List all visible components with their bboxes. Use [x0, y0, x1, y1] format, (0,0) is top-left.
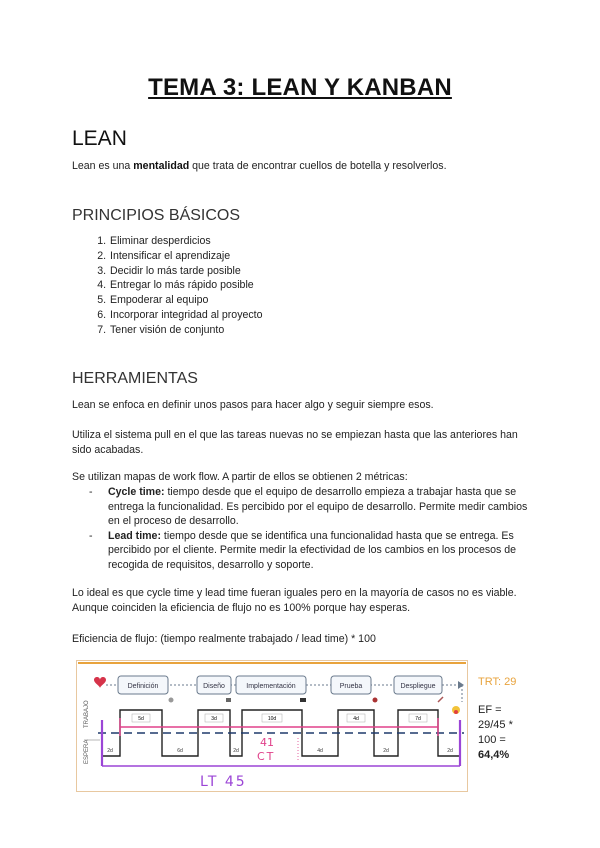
- ef-line: 29/45 *: [478, 719, 513, 731]
- laptop-icon: [300, 698, 306, 702]
- ef-result: 64,4%: [478, 749, 510, 761]
- work-label: [132, 714, 150, 722]
- list-item: 3. Decidir lo más tarde posible: [109, 264, 263, 279]
- svg-text:4d: 4d: [353, 716, 359, 722]
- list-item: 1. Eliminar desperdicios: [109, 234, 263, 249]
- stage-box: [394, 676, 442, 694]
- work-label: [205, 714, 223, 722]
- tool-icon: [226, 698, 231, 702]
- list-item: 2. Intensificar el aprendizaje: [109, 249, 263, 264]
- row-label-espera: ESPERA: [84, 739, 90, 764]
- svg-text:3d: 3d: [211, 716, 217, 722]
- ef-line: 100 =: [478, 734, 506, 746]
- svg-text:7d: 7d: [415, 716, 421, 722]
- bug-icon: [373, 698, 378, 703]
- principles-list: [72, 234, 263, 338]
- stage-box: [236, 676, 306, 694]
- ef-note: [478, 703, 538, 763]
- herramientas-p2: Utiliza el sistema pull en el que las tareas nuevas no se empiezan hasta que las anteriores han sido acabadas.: [72, 429, 518, 456]
- wait-label: 2d: [233, 748, 239, 754]
- lt-label-annotation: LT 45: [200, 774, 247, 790]
- stage-label: Despliegue: [400, 683, 436, 690]
- ct-label-annotation: CT: [257, 750, 276, 763]
- section-heading-principios: PRINCIPIOS BÁSICOS: [72, 207, 241, 224]
- section-heading-lean: LEAN: [72, 127, 127, 150]
- list-item: 7. Tener visión de conjunto: [109, 323, 263, 338]
- herramientas-p1: Lean se enfoca en definir unos pasos para hacer algo y seguir siempre esos.: [72, 399, 434, 411]
- smiley-mouth-icon: [454, 710, 458, 714]
- ef-line: EF =: [478, 704, 502, 716]
- stage-box: [118, 676, 168, 694]
- stage-label: Definición: [127, 683, 159, 690]
- wait-label: 6d: [177, 748, 183, 754]
- stage-box: [197, 676, 231, 694]
- svg-text:10d: 10d: [267, 716, 277, 722]
- metric-lead-time: - Lead time: tiempo desde que se identifica una funcionalidad hasta que se entrega. Es percibido por el cliente. Permite medir la efectividad de los cambios en los procesos de recogida de requisitos, desarrollo y soporte.: [89, 529, 517, 571]
- list-item: 5. Empoderar al equipo: [109, 293, 263, 308]
- tool-icon: [169, 698, 174, 703]
- lean-intro: Lean es una mentalidad que trata de encontrar cuellos de botella y resolverlos.: [72, 160, 447, 172]
- herramientas-p3: Se utilizan mapas de work flow. A partir de ellos se obtienen 2 métricas:: [72, 471, 408, 483]
- stage-box: [331, 676, 371, 694]
- stage-label: Prueba: [339, 683, 363, 690]
- wait-label: 2d: [383, 748, 389, 754]
- wait-label: 2d: [107, 748, 113, 754]
- work-label: [262, 714, 282, 722]
- herramientas-p4: Lo ideal es que cycle time y lead time fueran iguales pero en la mayoría de casos no es viable. Aunque coinciden la eficiencia de flujo no es 100% porque hay esperas.: [72, 587, 517, 614]
- page-title: TEMA 3: LEAN Y KANBAN: [148, 74, 452, 101]
- work-label: [409, 714, 427, 722]
- section-heading-herramientas: HERRAMIENTAS: [72, 370, 198, 387]
- wait-label: 4d: [317, 748, 323, 754]
- herramientas-p5: Eficiencia de flujo: (tiempo realmente trabajado / lead time) * 100: [72, 633, 376, 645]
- list-item: 4. Entregar lo más rápido posible: [109, 278, 263, 293]
- list-item: 6. Incorporar integridad al proyecto: [109, 308, 263, 323]
- row-label-trabajo: TRABAJO: [84, 700, 90, 728]
- workflow-diagram: [76, 660, 468, 792]
- stage-label: Implementación: [246, 683, 296, 690]
- stage-label: Diseño: [203, 683, 225, 690]
- trt-note: TRT: 29: [478, 676, 517, 688]
- svg-text:5d: 5d: [138, 716, 144, 722]
- metric-cycle-time: - Cycle time: tiempo desde que el equipo de desarrollo empieza a trabajar hasta que se entrega la funcionalidad. Es percibido por el equipo de desarrollo. Permite medir cambios en el proceso de desarrollo.: [89, 486, 528, 528]
- work-label: [347, 714, 365, 722]
- wait-label: 2d: [447, 748, 453, 754]
- metrics-list: [72, 485, 532, 573]
- ct-value-annotation: 41: [260, 736, 274, 749]
